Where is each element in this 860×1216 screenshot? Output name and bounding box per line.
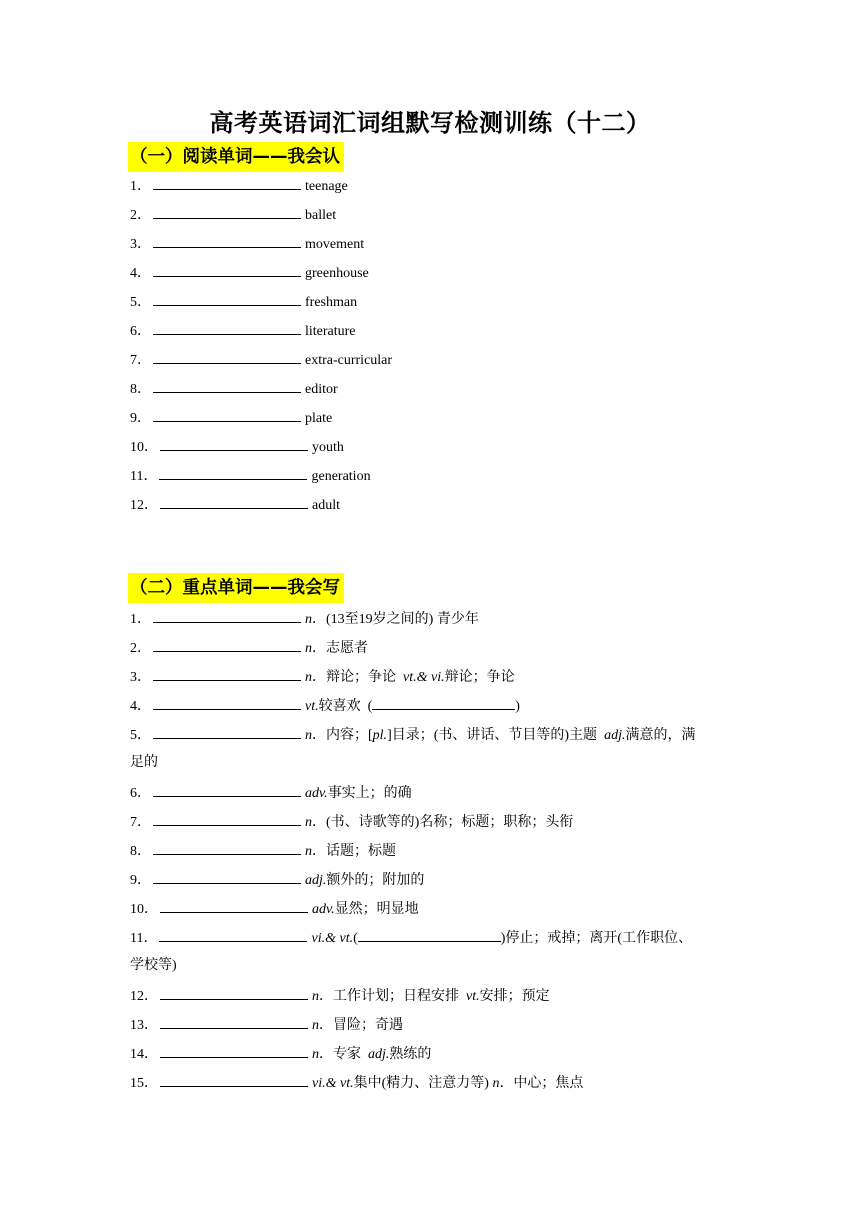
definition: ．工作计划；日程安排 [319, 989, 466, 1004]
part-of-speech: n [492, 1076, 500, 1091]
definition: 集中(精力、注意力等) [353, 1076, 493, 1091]
item-word: plate [305, 411, 333, 426]
item-number: 10． [130, 902, 158, 917]
list-item [130, 898, 419, 920]
part-of-speech: vi.& vt. [312, 1076, 354, 1091]
list-item [130, 811, 573, 833]
item-word: extra-curricular [305, 353, 393, 368]
answer-blank[interactable] [153, 840, 301, 855]
page-title: 高考英语词汇词组默写检测训练（十二） [209, 108, 651, 137]
part-of-speech: vt. [466, 989, 480, 1004]
definition-continuation: 学校等) [130, 958, 177, 973]
answer-blank[interactable] [153, 204, 301, 219]
definition: 事实上；的确 [327, 786, 412, 801]
definition: ．内容；[ [312, 728, 373, 743]
list-item [130, 262, 369, 284]
answer-blank[interactable] [160, 1043, 308, 1058]
item-number: 6． [130, 324, 151, 339]
answer-blank[interactable] [153, 724, 301, 739]
answer-blank[interactable] [153, 291, 301, 306]
item-number: 12． [130, 498, 158, 513]
list-item [130, 724, 695, 746]
item-word: youth [312, 440, 344, 455]
list-item [130, 465, 371, 487]
definition: ．冒险；奇遇 [319, 1018, 403, 1033]
definition: 满意的，满 [625, 728, 696, 743]
item-word: greenhouse [305, 266, 369, 281]
definition: 显然；明显地 [334, 902, 419, 917]
item-word: adult [312, 498, 340, 513]
list-item [130, 637, 368, 659]
item-number: 7． [130, 815, 151, 830]
item-number: 10． [130, 440, 158, 455]
item-number: 12． [130, 989, 158, 1004]
list-item [130, 320, 356, 342]
list-item [130, 782, 412, 804]
definition: ( [353, 931, 358, 946]
section1-heading: （一）阅读单词——我会认 [128, 142, 344, 172]
item-number: 7． [130, 353, 151, 368]
answer-blank[interactable] [160, 494, 308, 509]
answer-blank[interactable] [160, 1014, 308, 1029]
list-item [130, 233, 364, 255]
definition: 辩论；争论 [444, 670, 515, 685]
list-item [130, 204, 336, 226]
part-of-speech: n [305, 670, 312, 685]
answer-blank[interactable] [153, 349, 301, 364]
item-number: 1． [130, 612, 151, 627]
item-word: ballet [305, 208, 337, 223]
definition: ．专家 [319, 1047, 368, 1062]
list-item [130, 175, 348, 197]
definition: ．中心；焦点 [499, 1076, 584, 1091]
item-number: 4． [130, 699, 151, 714]
item-word: teenage [305, 179, 348, 194]
item-number: 3． [130, 670, 151, 685]
section2-heading: （二）重点单词——我会写 [128, 573, 344, 603]
part-of-speech: adj. [368, 1047, 390, 1062]
answer-blank[interactable] [153, 811, 301, 826]
item-number: 14． [130, 1047, 158, 1062]
answer-blank[interactable] [153, 175, 301, 190]
answer-blank[interactable] [160, 898, 308, 913]
answer-blank[interactable] [153, 608, 301, 623]
definition: ．话题；标题 [312, 844, 396, 859]
part-of-speech: adj. [604, 728, 626, 743]
part-of-speech: adj. [305, 873, 327, 888]
list-item [130, 927, 692, 949]
definition: ．辩论；争论 [312, 670, 403, 685]
item-number: 5． [130, 728, 151, 743]
answer-blank[interactable] [153, 320, 301, 335]
list-item [130, 291, 357, 313]
list-item [130, 349, 392, 371]
item-number: 5． [130, 295, 151, 310]
definition: 额外的；附加的 [326, 873, 425, 888]
item-word: movement [305, 237, 365, 252]
item-number: 8． [130, 382, 151, 397]
definition: ．(书、诗歌等的)名称；标题；职称；头衔 [312, 815, 574, 830]
part-of-speech: vi.& vt. [311, 931, 354, 946]
list-item [130, 1072, 583, 1094]
part-of-speech: n [305, 641, 312, 656]
answer-blank[interactable] [372, 695, 515, 710]
part-of-speech: pl. [372, 728, 388, 743]
part-of-speech: n [312, 1047, 319, 1062]
definition: )停止；戒掉；离开(工作职位、 [500, 931, 693, 946]
part-of-speech: n [305, 815, 312, 830]
answer-blank[interactable] [153, 637, 301, 652]
answer-blank[interactable] [153, 869, 301, 884]
list-item [130, 407, 332, 429]
part-of-speech: n [305, 844, 312, 859]
list-item [130, 436, 344, 458]
answer-blank[interactable] [160, 1072, 308, 1087]
answer-blank[interactable] [153, 378, 301, 393]
answer-blank[interactable] [159, 465, 307, 480]
item-number: 3． [130, 237, 151, 252]
item-word: freshman [305, 295, 358, 310]
item-number: 8． [130, 844, 151, 859]
answer-blank[interactable] [153, 695, 301, 710]
answer-blank[interactable] [160, 985, 308, 1000]
definition: 安排；预定 [479, 989, 550, 1004]
list-item [130, 695, 520, 717]
item-number: 4． [130, 266, 151, 281]
answer-blank[interactable] [153, 233, 301, 248]
list-item [130, 840, 396, 862]
list-item [130, 494, 340, 516]
answer-blank[interactable] [358, 927, 501, 942]
item-word: literature [305, 324, 356, 339]
part-of-speech: n [312, 1018, 319, 1033]
definition: 熟练的 [389, 1047, 432, 1062]
part-of-speech: n [305, 728, 312, 743]
answer-blank[interactable] [160, 436, 308, 451]
answer-blank[interactable] [159, 927, 307, 942]
part-of-speech: adv. [305, 786, 328, 801]
definition: 较喜欢 ( [318, 699, 373, 714]
definition: ) [515, 699, 520, 714]
item-number: 9． [130, 873, 151, 888]
list-item [130, 608, 479, 630]
list-item [130, 666, 515, 688]
list-item [130, 985, 550, 1007]
definition: ．志愿者 [312, 641, 368, 656]
part-of-speech: n [305, 612, 312, 627]
list-item [130, 869, 424, 891]
list-item [130, 1043, 431, 1065]
item-number: 11． [130, 931, 158, 946]
item-number: 6． [130, 786, 151, 801]
answer-blank[interactable] [153, 782, 301, 797]
answer-blank[interactable] [153, 262, 301, 277]
item-number: 11． [130, 469, 158, 484]
item-word: editor [305, 382, 338, 397]
answer-blank[interactable] [153, 407, 301, 422]
definition: ．(13至19岁之间的) 青少年 [312, 612, 479, 627]
definition: ]目录；(书、讲话、节目等的)主题 [387, 728, 605, 743]
part-of-speech: vt.& vi. [403, 670, 445, 685]
part-of-speech: vt. [305, 699, 319, 714]
definition-continuation: 足的 [130, 755, 158, 770]
item-number: 2． [130, 641, 151, 656]
item-number: 2． [130, 208, 151, 223]
item-number: 1． [130, 179, 151, 194]
item-number: 15． [130, 1076, 158, 1091]
list-item [130, 1014, 403, 1036]
list-item [130, 378, 338, 400]
part-of-speech: n [312, 989, 319, 1004]
part-of-speech: adv. [312, 902, 335, 917]
item-number: 9． [130, 411, 151, 426]
item-word: generation [311, 469, 371, 484]
answer-blank[interactable] [153, 666, 301, 681]
item-number: 13． [130, 1018, 158, 1033]
